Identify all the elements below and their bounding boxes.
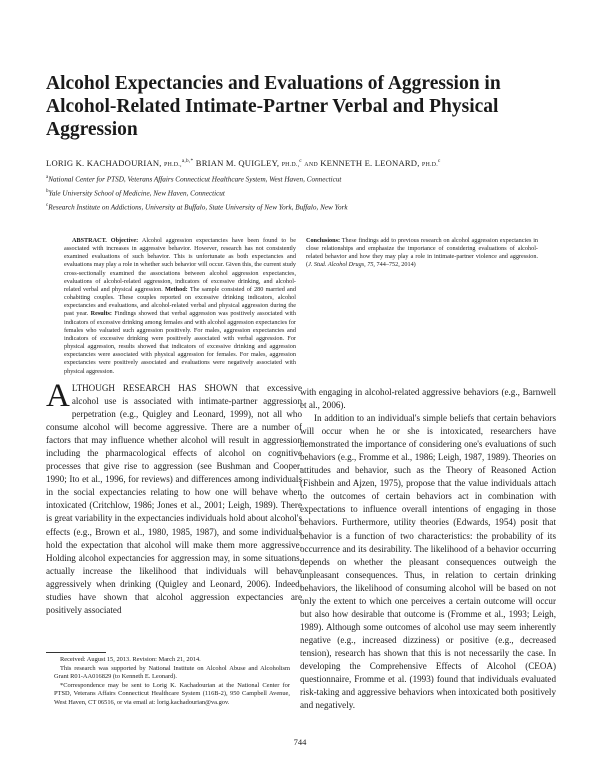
continued-paragraph: with engaging in alcohol-related aggressive behaviors (e.g., Barnwell et al., 2006).: [300, 387, 556, 411]
body-right-column: [300, 386, 556, 712]
author-line: [46, 158, 566, 168]
affiliation-list: [46, 172, 566, 213]
article-title: Alcohol Expectancies and Evaluations of Aggression in Alcohol-Related Intimate-Partner Verbal and Physical Aggression: [46, 73, 501, 140]
author-name: BRIAN M. QUIGLEY,: [195, 158, 280, 168]
author-connector: AND: [304, 162, 318, 168]
results-text: Findings showed that verbal aggression was positively associated with indicators of excessive drinking among females and with alcohol aggression expectancies for females who valuated such aggression positively. For males, aggression expectancies and indicators of excessive drinking were positively associated with verbal aggression. For physical aggression, results showed that indicators of excessive drinking and aggression expectancies were associated with physical aggression for females. For males, aggression expectancies were positively associated and evaluations were negatively associated with physical aggression.: [64, 310, 296, 375]
affiliation-text: Yale University School of Medicine, New Haven, Connecticut: [48, 189, 225, 198]
affiliation: [46, 172, 566, 186]
abstract-right-column: [306, 237, 538, 270]
author-affiliation-marks: c: [299, 158, 302, 165]
drop-cap: A: [46, 378, 70, 414]
footnote-rule: [46, 652, 106, 653]
affiliation: [46, 186, 566, 200]
citation-journal: J. Stud. Alcohol Drugs, 75,: [308, 261, 375, 269]
citation-open: (: [306, 261, 309, 269]
author-degree: PH.D.: [421, 162, 438, 168]
objective-label: Objective:: [110, 237, 139, 244]
author-degree: PH.D.,: [281, 162, 300, 168]
results-label: Results:: [90, 310, 112, 318]
citation-rest: 744–752, 2014): [374, 261, 416, 269]
author-affiliation-marks: c: [437, 158, 441, 165]
affiliation-text: Research Institute on Addictions, University at Buffalo, State University of New York, Buffalo, New York: [48, 202, 348, 211]
support-note: This research was supported by National Institute on Alcohol Abuse and Alcoholism Grant R01-AA016829 (to Kenneth E. Leonard).: [54, 664, 290, 680]
page-number: 744: [293, 737, 307, 747]
author-name: KENNETH E. LEONARD,: [320, 158, 420, 168]
evaluations-paragraph: In addition to an individual's simple beliefs that certain behaviors will occur when he or she is intoxicated, researchers have demonstrated the importance of considering one's evaluations of such behaviors (e.g., Fromme et al., 1986; Leigh, 1987, 1989). Theories on attitudes and behavior, such as the Theory of Reasoned Action (Fishbein and Ajzen, 1975), propose that the value individuals attach to the outcomes of certain behaviors act in combination with expectations to influence overall intentions of engaging in those behaviors. Furthermore, utility theories (Edwards, 1954) posit that behavior is a function of two characteristics: the probability of its occurrence and its desirability. The likelihood of a behavior occurring depends on whether the pleasant consequences outweigh the unpleasant consequences. Thus, in relation to certain drinking behaviors, the likelihood of consuming alcohol will be based on not only the extent to which one perceives a certain outcome will occur but also how desirable that outcome is (Fromme et al., 1993; Leigh, 1989). Although some outcomes of alcohol use may seem inherently negative (e.g., increased dizziness) or positive (e.g., decreased tension), research has shown that this is not necessarily the case. In developing the Comprehensive Effects of Alcohol (CEOA) questionnaire, Fromme et al. (1993) found that individuals evaluated risk-taking and aggressive behaviors when intoxicated both positively and negatively.: [300, 413, 556, 711]
affiliation: [46, 200, 566, 214]
affiliation-mark: a: [46, 175, 49, 180]
author-degree: PH.D.,: [164, 162, 182, 168]
body-left-column: [46, 378, 302, 617]
received-note: Received: August 15, 2013. Revision: March 21, 2014.: [60, 656, 201, 663]
affiliation-mark: b: [46, 188, 49, 194]
abstract-label: ABSTRACT.: [72, 237, 107, 244]
footnotes: [54, 656, 290, 707]
method-label: Method:: [165, 285, 188, 293]
author-affiliation-marks: a,b,*: [181, 158, 194, 165]
conclusions-label: Conclusions:: [306, 237, 341, 244]
affiliation-text: National Center for PTSD, Veterans Affairs Connecticut Healthcare System, West Haven, Connecticut: [48, 175, 342, 184]
intro-text: LTHOUGH RESEARCH HAS SHOWN that excessive alcohol use is associated with intimate-partner aggression perpetration (e.g., Quigley and Leonard, 1999), not all who consume alcohol will become aggressive. There are a number of factors that may influence whether alcohol will result in aggression including the pharmacological effects of alcohol on cognitive processes that give rise to aggression (see Bushman and Cooper, 1990; Ito et al., 1996, for reviews) and differences among individuals in the social expectancies relating to how one will behave when intoxicated (Critchlow, 1986; Jones et al., 2001; Leigh, 1989). There is great variability in the expectancies individuals hold about alcohol's effects (e.g., Brown et al., 1980, 1985, 1987), and some individuals hold the expectation that alcohol will make them more aggressive. Holding alcohol expectancies for aggression may, in some situations, actually increase the likelihood that individuals will behave aggressively when drinking (Quigley and Leonard, 2006). Indeed, studies have shown that alcohol aggression expectancies are positively associated: [46, 383, 302, 615]
correspondence-note: *Correspondence may be sent to Lorig K. Kachadourian at the National Center for PTSD, Veterans Affairs Connecticut Healthcare System (116B-2), 950 Campbell Avenue, West Haven, CT 06516, or via email at: lorig.kachadourian@va.gov.: [54, 681, 290, 706]
author-name: LORIG K. KACHADOURIAN,: [46, 158, 162, 168]
intro-paragraph: [46, 378, 302, 617]
objective-text: Alcohol aggression expectancies have been found to be associated with increases in aggressive behavior. However, research has not consistently examined evaluations of such behavior. This is unfortunate as both expectancies and evaluations may play a role in whether such behavior will occur. Given this, the current study cross-sectionally examined the associations between alcohol aggression expectancies, evaluations of alcohol-related aggression, indicators of excessive drinking, and alcohol-related verbal and physical aggression.: [64, 237, 296, 293]
method-text: The sample consisted of 280 married and cohabiting couples. These couples reported on excessive drinking indicators, alcohol expectancies and evaluations, and alcohol-related verbal and physical aggression during the past year.: [64, 285, 296, 318]
affiliation-mark: c: [46, 202, 49, 208]
abstract-left-column: [64, 237, 296, 376]
conclusions-text: These findings add to previous research on alcohol aggression expectancies in close relationships and emphasize the importance of considering evaluations of alcohol-related behavior and how they may play a role in intimate-partner violence and aggression.: [306, 237, 539, 261]
